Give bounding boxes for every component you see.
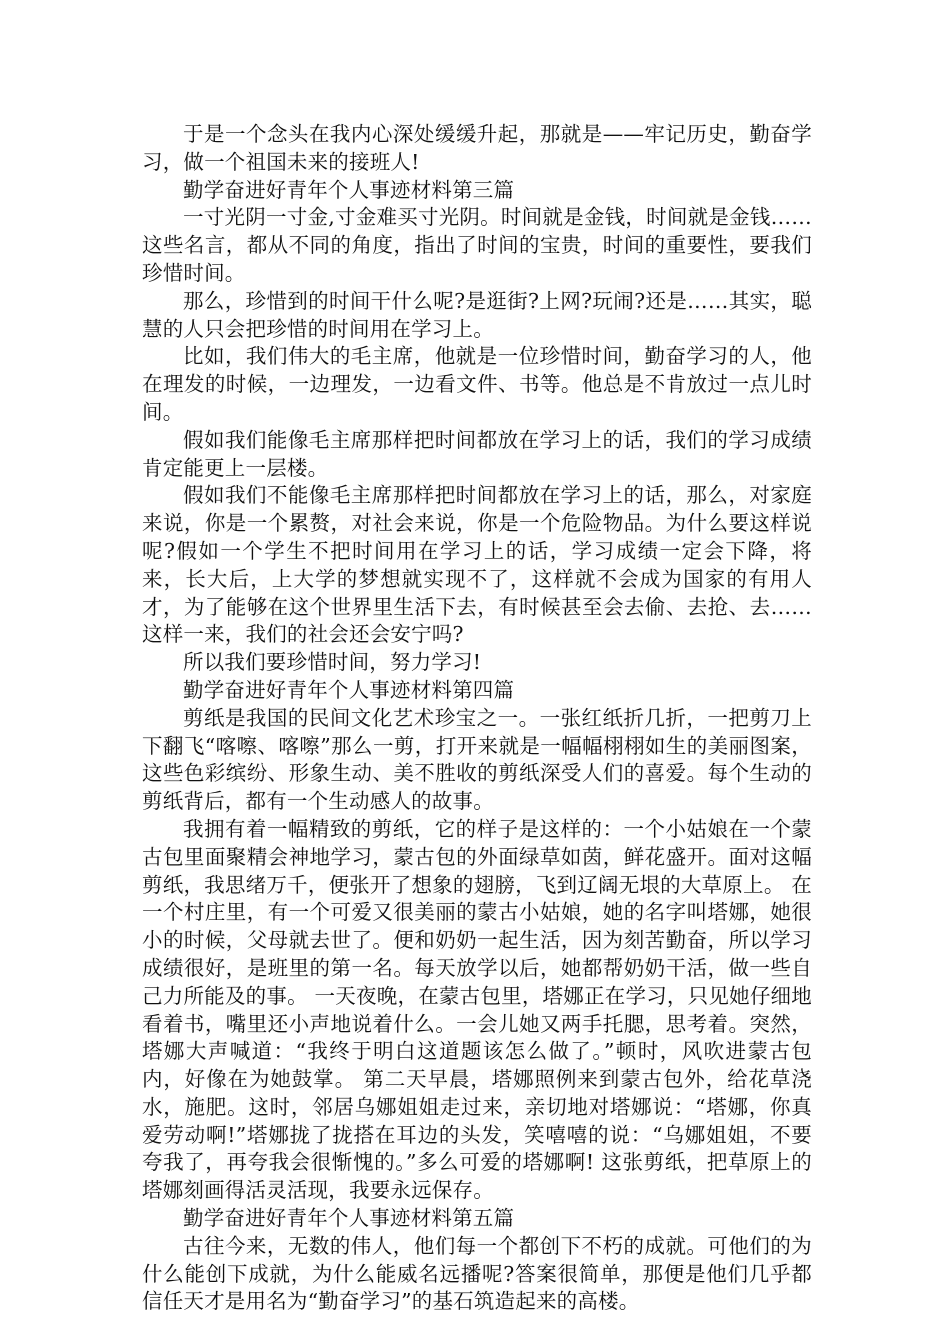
paragraph: 假如我们能像毛主席那样把时间都放在学习上的话，我们的学习成绩肯定能更上一层楼。 bbox=[142, 427, 812, 480]
paragraph: 古往今来，无数的伟人，他们每一个都创下不朽的成就。可他们的为什么能创下成就，为什么能威名远播呢?答案很简单，那便是他们几乎都信任天才是用名为“勤奋学习”的基石筑造起来的高楼。 bbox=[142, 1233, 812, 1314]
paragraph: 假如我们不能像毛主席那样把时间都放在学习上的话，那么，对家庭来说，你是一个累赘，对社会来说，你是一个危险物品。为什么要这样说呢?假如一个学生不把时间用在学习上的话，学习成绩一定会下降，将来，长大后，上大学的梦想就实现不了，这样就不会成为国家的有用人才，为了能够在这个世界里生活下去，有时候甚至会去偷、去抢、去……这样一来，我们的社会还会安宁吗? bbox=[142, 483, 812, 647]
document-body bbox=[142, 121, 812, 1316]
paragraph: 我拥有着一幅精致的剪纸，它的样子是这样的：一个小姑娘在一个蒙古包里面聚精会神地学习，蒙古包的外面绿草如茵，鲜花盛开。面对这幅剪纸，我思绪万千，便张开了想象的翅膀，飞到辽阔无垠的大草原上。 在一个村庄里，有一个可爱又很美丽的蒙古小姑娘，她的名字叫塔娜，她很小的时候，父母就去世了。便和奶奶一起生活，因为刻苦勤奋，所以学习成绩很好，是班里的第一名。每天放学以后，她都帮奶奶干活，做一些自己力所能及的事。 一天夜晚，在蒙古包里，塔娜正在学习，只见她仔细地看着书，嘴里还小声地说着什么。一会儿她又两手托腮，思考着。突然，塔娜大声喊道：“我终于明白这道题该怎么做了。”顿时，风吹进蒙古包内，好像在为她鼓掌。 第二天早晨，塔娜照例来到蒙古包外，给花草浇水，施肥。这时，邻居乌娜姐姐走过来，亲切地对塔娜说：“塔娜，你真爱劳动啊!”塔娜拢了拢搭在耳边的头发，笑嘻嘻的说：“乌娜姐姐，不要夸我了，再夸我会很惭愧的。”多么可爱的塔娜啊! 这张剪纸，把草原上的塔娜刻画得活灵活现，我要永远保存。 bbox=[142, 816, 812, 1203]
paragraph: 那么，珍惜到的时间干什么呢?是逛街?上网?玩闹?还是……其实，聪慧的人只会把珍惜的时间用在学习上。 bbox=[142, 288, 812, 341]
section-heading: 勤学奋进好青年个人事迹材料第四篇 bbox=[183, 677, 515, 702]
section-heading: 勤学奋进好青年个人事迹材料第三篇 bbox=[183, 177, 515, 202]
paragraph: 比如，我们伟大的毛主席，他就是一位珍惜时间，勤奋学习的人，他在理发的时候，一边理发，一边看文件、书等。他总是不肯放过一点儿时间。 bbox=[142, 344, 812, 424]
section-heading: 勤学奋进好青年个人事迹材料第五篇 bbox=[183, 1206, 515, 1231]
paragraph: 于是一个念头在我内心深处缓缓升起，那就是——牢记历史，勤奋学习，做一个祖国未来的接班人! bbox=[142, 122, 812, 174]
paragraph: 剪纸是我国的民间文化艺术珍宝之一。一张红纸折几折，一把剪刀上下翻飞“喀嚓、喀嚓”那么一剪，打开来就是一幅幅栩栩如生的美丽图案，这些色彩缤纷、形象生动、美不胜收的剪纸深受人们的喜爱。每个生动的剪纸背后，都有一个生动感人的故事。 bbox=[142, 705, 812, 814]
paragraph: 一寸光阴一寸金,寸金难买寸光阴。时间就是金钱，时间就是金钱……这些名言，都从不同的角度，指出了时间的宝贵，时间的重要性，要我们珍惜时间。 bbox=[142, 205, 812, 285]
paragraph: 所以我们要珍惜时间，努力学习! bbox=[183, 650, 482, 675]
